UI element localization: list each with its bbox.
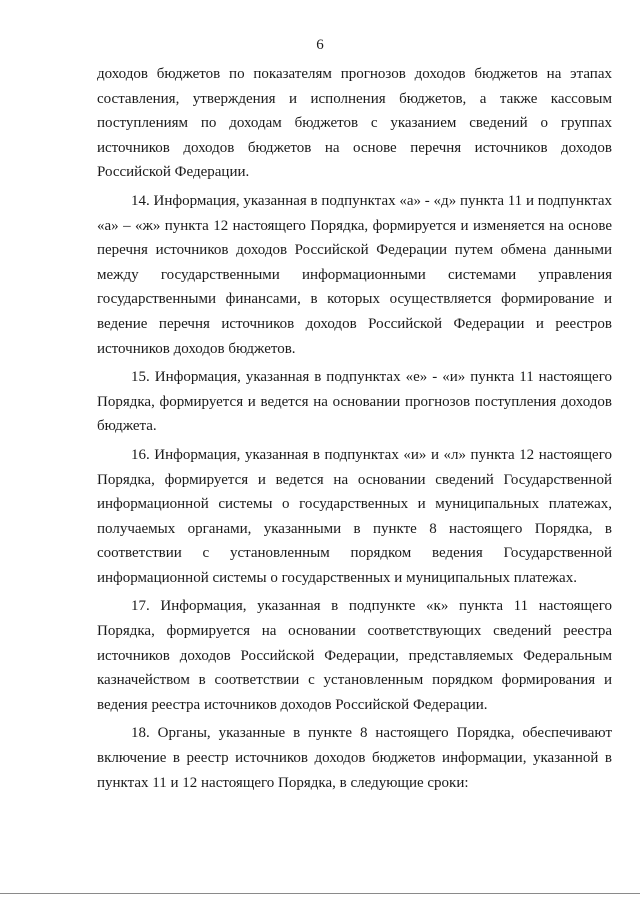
page-number: 6 bbox=[316, 37, 324, 53]
paragraph-16: 16. Информация, указанная в подпунктах «и» и «л» пункта 12 настоящего Порядка, формируется и ведется на основании сведений Государственной информационной системы о государственных и муниципальных платежах, получаемых органами, указанными в пункте 8 настоящего Порядка, в соответствии с установленным порядком ведения Государственной информационной системы о государственных и муниципальных платежах. bbox=[97, 446, 612, 586]
paragraph-17: 17. Информация, указанная в подпункте «к» пункта 11 настоящего Порядка, формируется на основании соответствующих сведений реестра источников доходов Российской Федерации, представляемых Федеральным казначейством в соответствии с установленным порядком формирования и ведения реестра источников доходов Российской Федерации. bbox=[97, 598, 612, 713]
paragraph-continuation: доходов бюджетов по показателям прогнозов доходов бюджетов на этапах составления, утверждения и исполнения бюджетов, а также кассовым поступлениям по доходам бюджетов с указанием сведений о группах источников доходов бюджетов на основе перечня источников доходов Российской Федерации. bbox=[97, 66, 612, 181]
paragraph-14: 14. Информация, указанная в подпунктах «а» - «д» пункта 11 и подпунктах «а» – «ж» пункта 12 настоящего Порядка, формируется и изменяется на основе перечня источников доходов Российской Федерации путем обмена данными между государственными информационными системами управления государственными финансами, в которых осуществляется формирование и ведение перечня источников доходов Российской Федерации и реестров источников доходов бюджетов. bbox=[97, 192, 612, 357]
paragraph-15: 15. Информация, указанная в подпунктах «е» - «и» пункта 11 настоящего Порядка, формируется и ведется на основании прогнозов поступления доходов бюджета. bbox=[97, 369, 612, 435]
paragraph-18: 18. Органы, указанные в пункте 8 настоящего Порядка, обеспечивают включение в реестр источников доходов бюджетов информации, указанной в пунктах 11 и 12 настоящего Порядка, в следующие сроки: bbox=[97, 725, 612, 791]
page-bottom-rule bbox=[0, 893, 640, 894]
document-body bbox=[97, 62, 612, 799]
